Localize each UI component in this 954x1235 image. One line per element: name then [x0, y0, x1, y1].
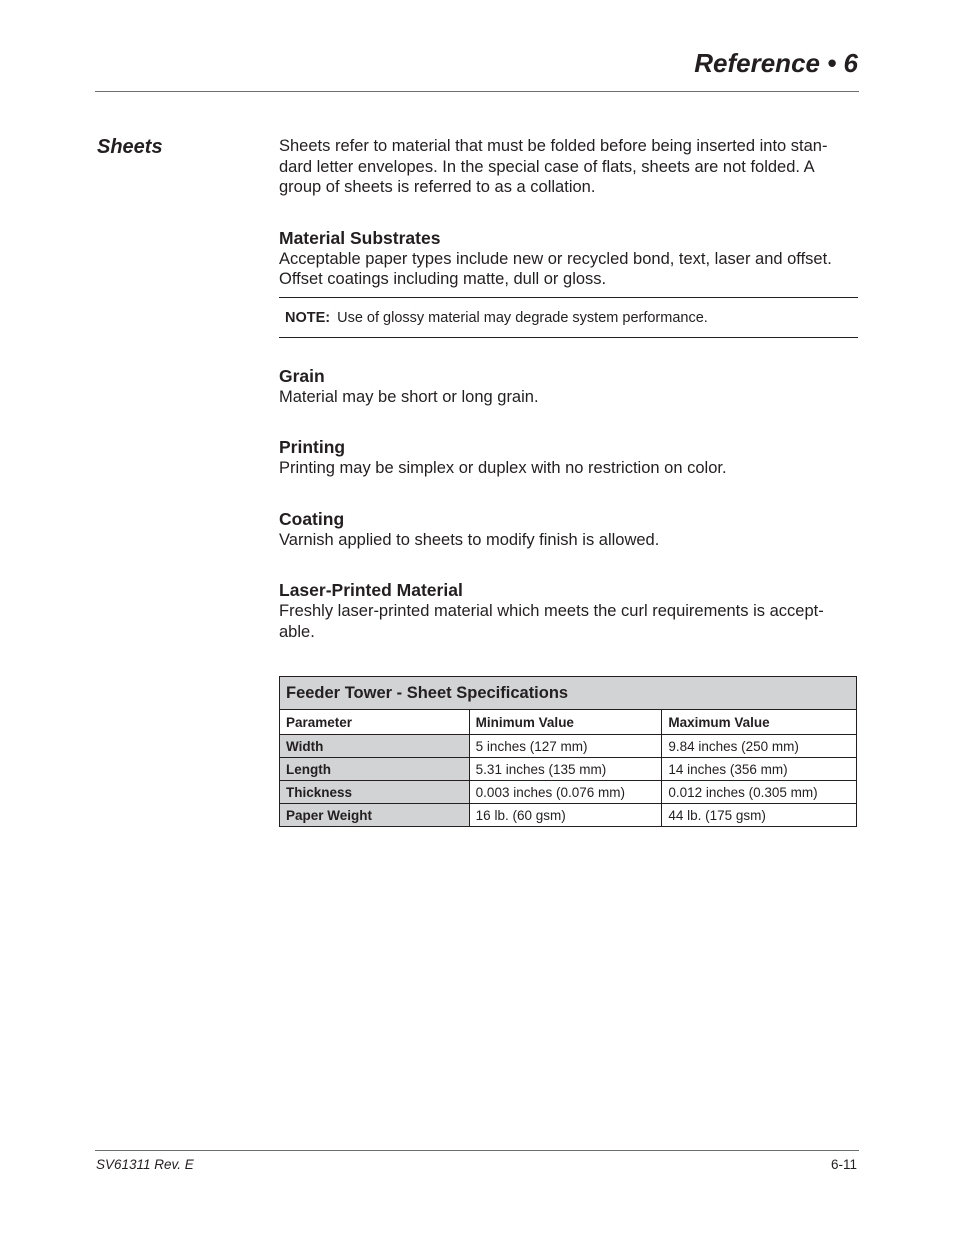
table-row	[280, 804, 857, 827]
spec-table-wrapper	[279, 676, 859, 827]
table-cell-parameter: Length	[280, 758, 470, 781]
printing-heading: Printing	[279, 437, 346, 457]
coating-text: Varnish applied to sheets to modify finish is allowed.	[279, 530, 660, 549]
document-id: SV61311 Rev. E	[96, 1157, 194, 1172]
printing-section	[279, 437, 859, 479]
column-header: Minimum Value	[469, 710, 662, 735]
table-cell: 44 lb. (175 gsm)	[662, 804, 857, 827]
section-title: Sheets	[97, 136, 163, 158]
material-substrates-section	[279, 228, 859, 338]
table-row	[280, 781, 857, 804]
table-row	[280, 735, 857, 758]
coating-heading: Coating	[279, 508, 345, 529]
sheet-spec-table	[279, 676, 857, 827]
footer-divider	[95, 1150, 859, 1151]
table-cell: 9.84 inches (250 mm)	[662, 735, 857, 758]
laser-heading: Laser-Printed Material	[279, 580, 463, 600]
grain-heading: Grain	[279, 365, 325, 386]
table-cell-parameter: Width	[280, 735, 470, 758]
material-substrates-heading: Material Substrates	[279, 227, 441, 248]
laser-text	[279, 601, 859, 642]
table-cell: 14 inches (356 mm)	[662, 758, 857, 781]
chapter-header: Reference • 6	[694, 48, 858, 78]
note-text: Use of glossy material may degrade system performance.	[337, 309, 708, 326]
note-label: NOTE:	[285, 309, 331, 326]
intro-line: group of sheets is referred to as a collation.	[279, 178, 596, 196]
text-line: Freshly laser-printed material which meets the curl requirements is accept-	[279, 602, 824, 620]
material-substrates-text	[279, 249, 859, 290]
coating-section	[279, 509, 859, 551]
table-cell: 0.003 inches (0.076 mm)	[469, 781, 662, 804]
table-cell-parameter: Paper Weight	[280, 804, 470, 827]
table-cell: 5 inches (127 mm)	[469, 735, 662, 758]
grain-text: Material may be short or long grain.	[279, 387, 539, 406]
table-header-row	[280, 710, 857, 735]
table-cell: 0.012 inches (0.305 mm)	[662, 781, 857, 804]
intro-paragraph	[279, 136, 853, 198]
printing-text: Printing may be simplex or duplex with no restriction on color.	[279, 459, 727, 477]
intro-line: dard letter envelopes. In the special case of flats, sheets are not folded. A	[279, 157, 815, 176]
table-cell-parameter: Thickness	[280, 781, 470, 804]
text-line: Offset coatings including matte, dull or gloss.	[279, 270, 607, 288]
text-line: Acceptable paper types include new or recycled bond, text, laser and offset.	[279, 249, 832, 268]
table-row	[280, 758, 857, 781]
table-cell: 16 lb. (60 gsm)	[469, 804, 662, 827]
text-line: able.	[279, 622, 315, 641]
column-header: Parameter	[280, 710, 470, 735]
table-cell: 5.31 inches (135 mm)	[469, 758, 662, 781]
page-number: 6-11	[830, 1157, 857, 1172]
table-caption: Feeder Tower - Sheet Specifications	[280, 677, 857, 710]
intro-line: Sheets refer to material that must be folded before being inserted into stan-	[279, 137, 828, 155]
note-box	[279, 297, 858, 338]
column-header: Maximum Value	[662, 710, 857, 735]
laser-section	[279, 580, 859, 642]
header-divider	[95, 91, 859, 92]
main-content	[279, 136, 859, 827]
grain-section	[279, 366, 859, 408]
